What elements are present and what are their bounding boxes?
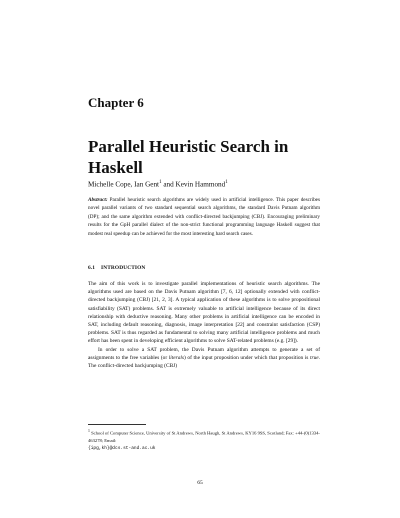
paragraph-2-part-b: ) of the input proposition under which that proposition is xyxy=(184,354,310,361)
page-number: 65 xyxy=(197,480,203,486)
chapter-heading: Chapter 6 xyxy=(88,95,144,110)
footnote-email: {ipg,kh}@dcs.st-and.ac.uk xyxy=(88,445,156,451)
footnote xyxy=(88,428,320,452)
footnote-rule xyxy=(88,424,146,425)
abstract-text: Parallel heuristic search algorithms are widely used in artificial intelligence. This paper describes novel parallel variants of two standard sequential search algorithms, the standard Davis Putnam algorithm (DP); and the same algorithm extended with conflict-directed backjumping (CBJ). Encouraging preliminary results for the GpH parallel dialect of the non-strict functional programming language Haskell suggest that modest real speedup can be achieved for the most interesting hard search cases. xyxy=(88,197,321,237)
paragraph-2-part-c: . The conflict-directed backjumping (CBJ) xyxy=(88,354,321,370)
authors-line xyxy=(88,180,228,188)
paper-title: Parallel Heuristic Search in Haskell xyxy=(88,137,289,177)
paragraph-2 xyxy=(88,346,320,371)
section-title: INTRODUCTION xyxy=(101,265,146,271)
abstract xyxy=(88,196,320,238)
authors-names: Michelle Cope, Ian Gent xyxy=(88,180,160,189)
paragraph-2-emphasis-true: true xyxy=(309,354,319,361)
body-text xyxy=(88,280,320,370)
footnote-mark: 1 xyxy=(88,429,90,433)
author-footnote-mark: 1 xyxy=(159,180,162,185)
section-number: 6.1 xyxy=(88,265,96,271)
footnote-text: School of Computer Science, University of St Andrews, North Haugh, St Andrews, KY16 9SS, Scotland; Fax: +44-(0)1334-463278; Email: xyxy=(88,430,320,443)
paragraph-1: The aim of this work is to investigate parallel implementations of heuristic search algorithms. The algorithms used are based on the Davis Putnam algorithm [7, 6, 12] optionally extended with conflict-directed backjumping (CBJ) [21, 2, 3]. A typical application of these algorithms is to solve propositional satisfiability (SAT) problems. SAT is extremely valuable to artificial intelligence because of its direct relationship with deductive reasoning. Many other problems in artificial intelligence can be encoded in SAT, including default reasoning, diagnosis, image interpretation [22] and constraint satisfaction (CSP) problems. SAT is thus regarded as fundamental to solving many artificial intelligence problems and much effort has been spent in developing efficient algorithms to solve SAT-related problems (e.g. [29]). xyxy=(88,281,320,345)
paragraph-2-part-a: In order to solve a SAT problem, the Davis Putnam algorithm attempts to generate a set of assignments to the free variables (or xyxy=(88,346,320,361)
abstract-label: Abstract: xyxy=(88,197,108,203)
paragraph-2-emphasis-literals: literals xyxy=(168,354,184,361)
section-heading xyxy=(88,265,145,271)
author-footnote-mark-2: 1 xyxy=(225,180,228,185)
authors-names-rest: and Kevin Hammond xyxy=(161,180,226,189)
